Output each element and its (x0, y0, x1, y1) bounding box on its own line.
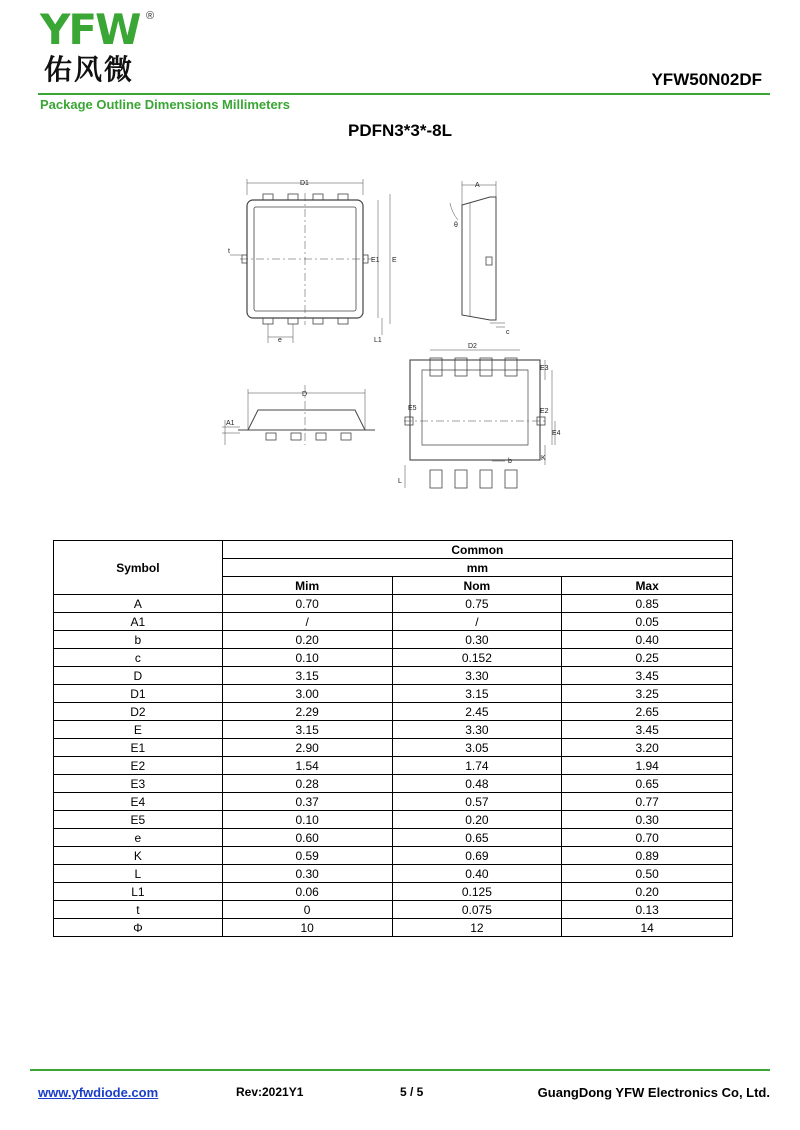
registered-mark: ® (146, 10, 155, 22)
table-row (54, 829, 733, 847)
cell-max: 0.13 (562, 901, 733, 919)
cell-max: 0.65 (562, 775, 733, 793)
table-row (54, 775, 733, 793)
cell-max: 0.05 (562, 613, 733, 631)
cell-max: 3.25 (562, 685, 733, 703)
cell-symbol: E4 (54, 793, 223, 811)
col-header-nom: Nom (392, 577, 562, 595)
label-L1: L1 (374, 337, 382, 344)
cell-symbol: L (54, 865, 223, 883)
cell-min: 3.00 (222, 685, 392, 703)
cell-symbol: E (54, 721, 223, 739)
label-E3: E3 (540, 365, 549, 372)
cell-max: 1.94 (562, 757, 733, 775)
cell-max: 0.30 (562, 811, 733, 829)
cell-symbol: D1 (54, 685, 223, 703)
cell-max: 0.70 (562, 829, 733, 847)
cell-nom: 3.15 (392, 685, 562, 703)
company-logo (40, 5, 160, 92)
table-row (54, 613, 733, 631)
cell-symbol: E2 (54, 757, 223, 775)
cell-min: 0.59 (222, 847, 392, 865)
table-row (54, 793, 733, 811)
table-row (54, 703, 733, 721)
cell-min: 0.10 (222, 811, 392, 829)
table-row (54, 667, 733, 685)
package-title: PDFN3*3*-8L (348, 121, 452, 140)
cell-min: 10 (222, 919, 392, 937)
label-K: K (541, 455, 546, 462)
cell-nom: 12 (392, 919, 562, 937)
label-A1: A1 (226, 420, 235, 427)
table-row (54, 919, 733, 937)
col-header-min: Mim (222, 577, 392, 595)
label-E1: E1 (371, 257, 380, 264)
cell-nom: 0.48 (392, 775, 562, 793)
cell-nom: 0.75 (392, 595, 562, 613)
symbol-header: Symbol (54, 541, 223, 595)
cell-symbol: c (54, 649, 223, 667)
cell-min: 0.20 (222, 631, 392, 649)
label-t: t (228, 248, 230, 255)
cell-nom: 0.152 (392, 649, 562, 667)
table-row (54, 865, 733, 883)
col-header-max: Max (562, 577, 733, 595)
revision-label: Rev:2021Y1 (236, 1085, 304, 1099)
cell-symbol: A (54, 595, 223, 613)
dimensions-table-body (54, 595, 733, 937)
label-E2: E2 (540, 408, 549, 415)
cell-nom: 3.30 (392, 667, 562, 685)
table-row (54, 847, 733, 865)
table-row (54, 811, 733, 829)
label-D: D (302, 391, 308, 398)
cell-min: 3.15 (222, 721, 392, 739)
cell-min: 0 (222, 901, 392, 919)
cell-symbol: D2 (54, 703, 223, 721)
table-row (54, 739, 733, 757)
cell-symbol: E1 (54, 739, 223, 757)
cell-nom: 0.57 (392, 793, 562, 811)
table-row (54, 721, 733, 739)
table-row (54, 649, 733, 667)
cell-max: 0.85 (562, 595, 733, 613)
logo-chinese-text: 佑风微 (44, 53, 135, 86)
cell-max: 0.77 (562, 793, 733, 811)
cell-max: 0.25 (562, 649, 733, 667)
cell-min: 0.30 (222, 865, 392, 883)
cell-min: 0.37 (222, 793, 392, 811)
part-number: YFW50N02DF (651, 70, 762, 89)
label-E5: E5 (408, 405, 417, 412)
cell-max: 14 (562, 919, 733, 937)
bottom-view (404, 350, 555, 488)
cell-min: 0.10 (222, 649, 392, 667)
cell-min: 3.15 (222, 667, 392, 685)
label-D1: D1 (300, 180, 309, 187)
label-c: c (506, 329, 510, 336)
label-E4: E4 (552, 430, 561, 437)
cell-nom: 0.65 (392, 829, 562, 847)
front-view (222, 385, 375, 445)
table-row (54, 631, 733, 649)
cell-symbol: t (54, 901, 223, 919)
cell-nom: 3.30 (392, 721, 562, 739)
page-number: 5 / 5 (400, 1085, 424, 1099)
cell-min: 0.06 (222, 883, 392, 901)
common-header: Common (222, 541, 732, 559)
cell-nom: 3.05 (392, 739, 562, 757)
cell-max: 3.45 (562, 667, 733, 685)
cell-min: 2.29 (222, 703, 392, 721)
section-subtitle: Package Outline Dimensions Millimeters (40, 97, 290, 112)
cell-max: 0.20 (562, 883, 733, 901)
unit-header: mm (222, 559, 732, 577)
cell-min: 2.90 (222, 739, 392, 757)
cell-min: 0.60 (222, 829, 392, 847)
label-b: b (508, 458, 512, 465)
side-view (450, 181, 505, 327)
cell-max: 2.65 (562, 703, 733, 721)
cell-symbol: e (54, 829, 223, 847)
cell-nom: / (392, 613, 562, 631)
cell-symbol: A1 (54, 613, 223, 631)
cell-min: 0.70 (222, 595, 392, 613)
cell-max: 3.20 (562, 739, 733, 757)
table-row (54, 901, 733, 919)
cell-symbol: D (54, 667, 223, 685)
cell-symbol: b (54, 631, 223, 649)
header-divider (38, 93, 770, 95)
dimensions-table (53, 540, 733, 937)
cell-max: 3.45 (562, 721, 733, 739)
cell-max: 0.50 (562, 865, 733, 883)
cell-nom: 0.125 (392, 883, 562, 901)
cell-symbol: K (54, 847, 223, 865)
table-row (54, 595, 733, 613)
table-row (54, 685, 733, 703)
label-theta: θ (454, 222, 458, 229)
package-outline-drawing (200, 165, 600, 510)
label-D2: D2 (468, 343, 477, 350)
cell-min: 0.28 (222, 775, 392, 793)
cell-max: 0.89 (562, 847, 733, 865)
cell-nom: 1.74 (392, 757, 562, 775)
cell-symbol: L1 (54, 883, 223, 901)
logo-latin-text: YFW (40, 5, 140, 54)
cell-min: / (222, 613, 392, 631)
footer-divider (30, 1069, 770, 1071)
label-E: E (392, 257, 397, 264)
cell-nom: 0.69 (392, 847, 562, 865)
table-row (54, 757, 733, 775)
cell-symbol: E3 (54, 775, 223, 793)
cell-nom: 0.40 (392, 865, 562, 883)
cell-nom: 0.30 (392, 631, 562, 649)
cell-nom: 0.075 (392, 901, 562, 919)
cell-max: 0.40 (562, 631, 733, 649)
table-row (54, 883, 733, 901)
company-name: GuangDong YFW Electronics Co, Ltd. (537, 1085, 770, 1100)
top-view (230, 179, 390, 343)
label-L: L (398, 478, 402, 485)
website-link[interactable]: www.yfwdiode.com (38, 1085, 159, 1100)
cell-nom: 2.45 (392, 703, 562, 721)
cell-nom: 0.20 (392, 811, 562, 829)
cell-symbol: E5 (54, 811, 223, 829)
label-A: A (475, 182, 480, 189)
label-e: e (278, 337, 282, 344)
cell-symbol: Φ (54, 919, 223, 937)
cell-min: 1.54 (222, 757, 392, 775)
